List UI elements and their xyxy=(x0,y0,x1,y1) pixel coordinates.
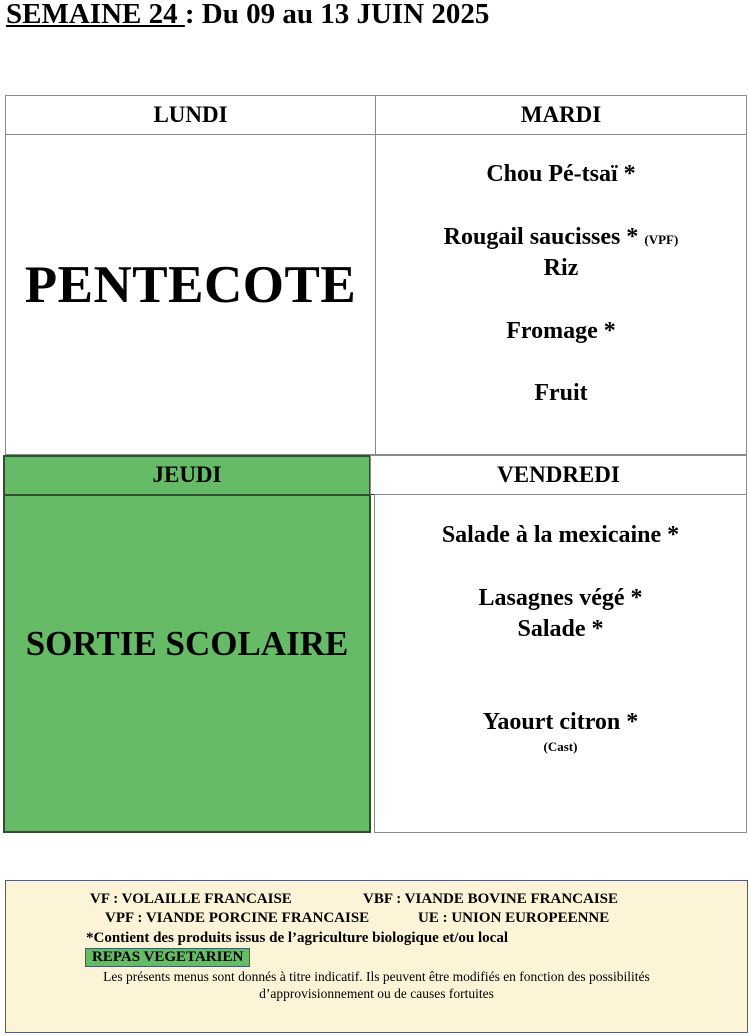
thursday-content: SORTIE SCOLAIRE xyxy=(25,624,349,663)
monday-label: LUNDI xyxy=(153,102,228,127)
tuesday-header xyxy=(375,95,747,135)
thursday-cell xyxy=(3,494,371,833)
legend-vf: VF : VOLAILLE FRANCAISE xyxy=(90,891,292,907)
friday-side: Salade * xyxy=(517,616,604,642)
tuesday-main-dish: Rougail saucisses * xyxy=(443,224,639,250)
vegetarian-badge: REPAS VEGETARIEN xyxy=(85,948,250,967)
week-label: SEMAINE 24 xyxy=(6,0,185,30)
friday-label: VENDREDI xyxy=(497,462,620,487)
thursday-label: JEUDI xyxy=(152,462,222,487)
friday-starter: Salade à la mexicaine * xyxy=(441,522,680,548)
monday-cell xyxy=(5,134,376,455)
legend-vpf: VPF : VIANDE PORCINE FRANCAISE xyxy=(105,910,370,926)
tuesday-side: Riz xyxy=(543,255,579,281)
monday-header xyxy=(5,95,376,135)
legend-box xyxy=(5,880,748,1033)
friday-main: Lasagnes végé * xyxy=(478,585,643,611)
legend-disclaimer-line-1: Les présents menus sont donnés à titre indicatif. Ils peuvent être modifiés en fonction des possibilités xyxy=(103,969,650,984)
date-range: : Du 09 au 13 JUIN 2025 xyxy=(184,0,490,30)
legend-vegetarian xyxy=(85,948,250,967)
thursday-header xyxy=(3,455,371,495)
tuesday-label: MARDI xyxy=(520,102,602,127)
legend-ue: UE : UNION EUROPEENNE xyxy=(418,910,610,926)
friday-cell xyxy=(374,494,747,833)
tuesday-main xyxy=(376,222,746,255)
friday-header xyxy=(370,455,747,495)
tuesday-dessert: Fruit xyxy=(534,380,588,406)
tuesday-starter: Chou Pé-tsaï * xyxy=(486,161,636,187)
tuesday-main-tag: (VPF) xyxy=(644,232,679,247)
page-title xyxy=(6,0,489,31)
legend-organic: *Contient des produits issus de l’agriculture biologique et/ou local xyxy=(86,930,508,946)
friday-dessert-tag: (Cast) xyxy=(543,739,578,754)
tuesday-cheese: Fromage * xyxy=(506,318,616,344)
tuesday-cell xyxy=(375,134,747,455)
legend-disclaimer-line-2: d’approvisionnement ou de causes fortuites xyxy=(259,986,494,1001)
legend-vbf: VBF : VIANDE BOVINE FRANCAISE xyxy=(363,891,619,907)
monday-content: PENTECOTE xyxy=(24,256,357,314)
friday-dessert: Yaourt citron * xyxy=(482,709,639,735)
